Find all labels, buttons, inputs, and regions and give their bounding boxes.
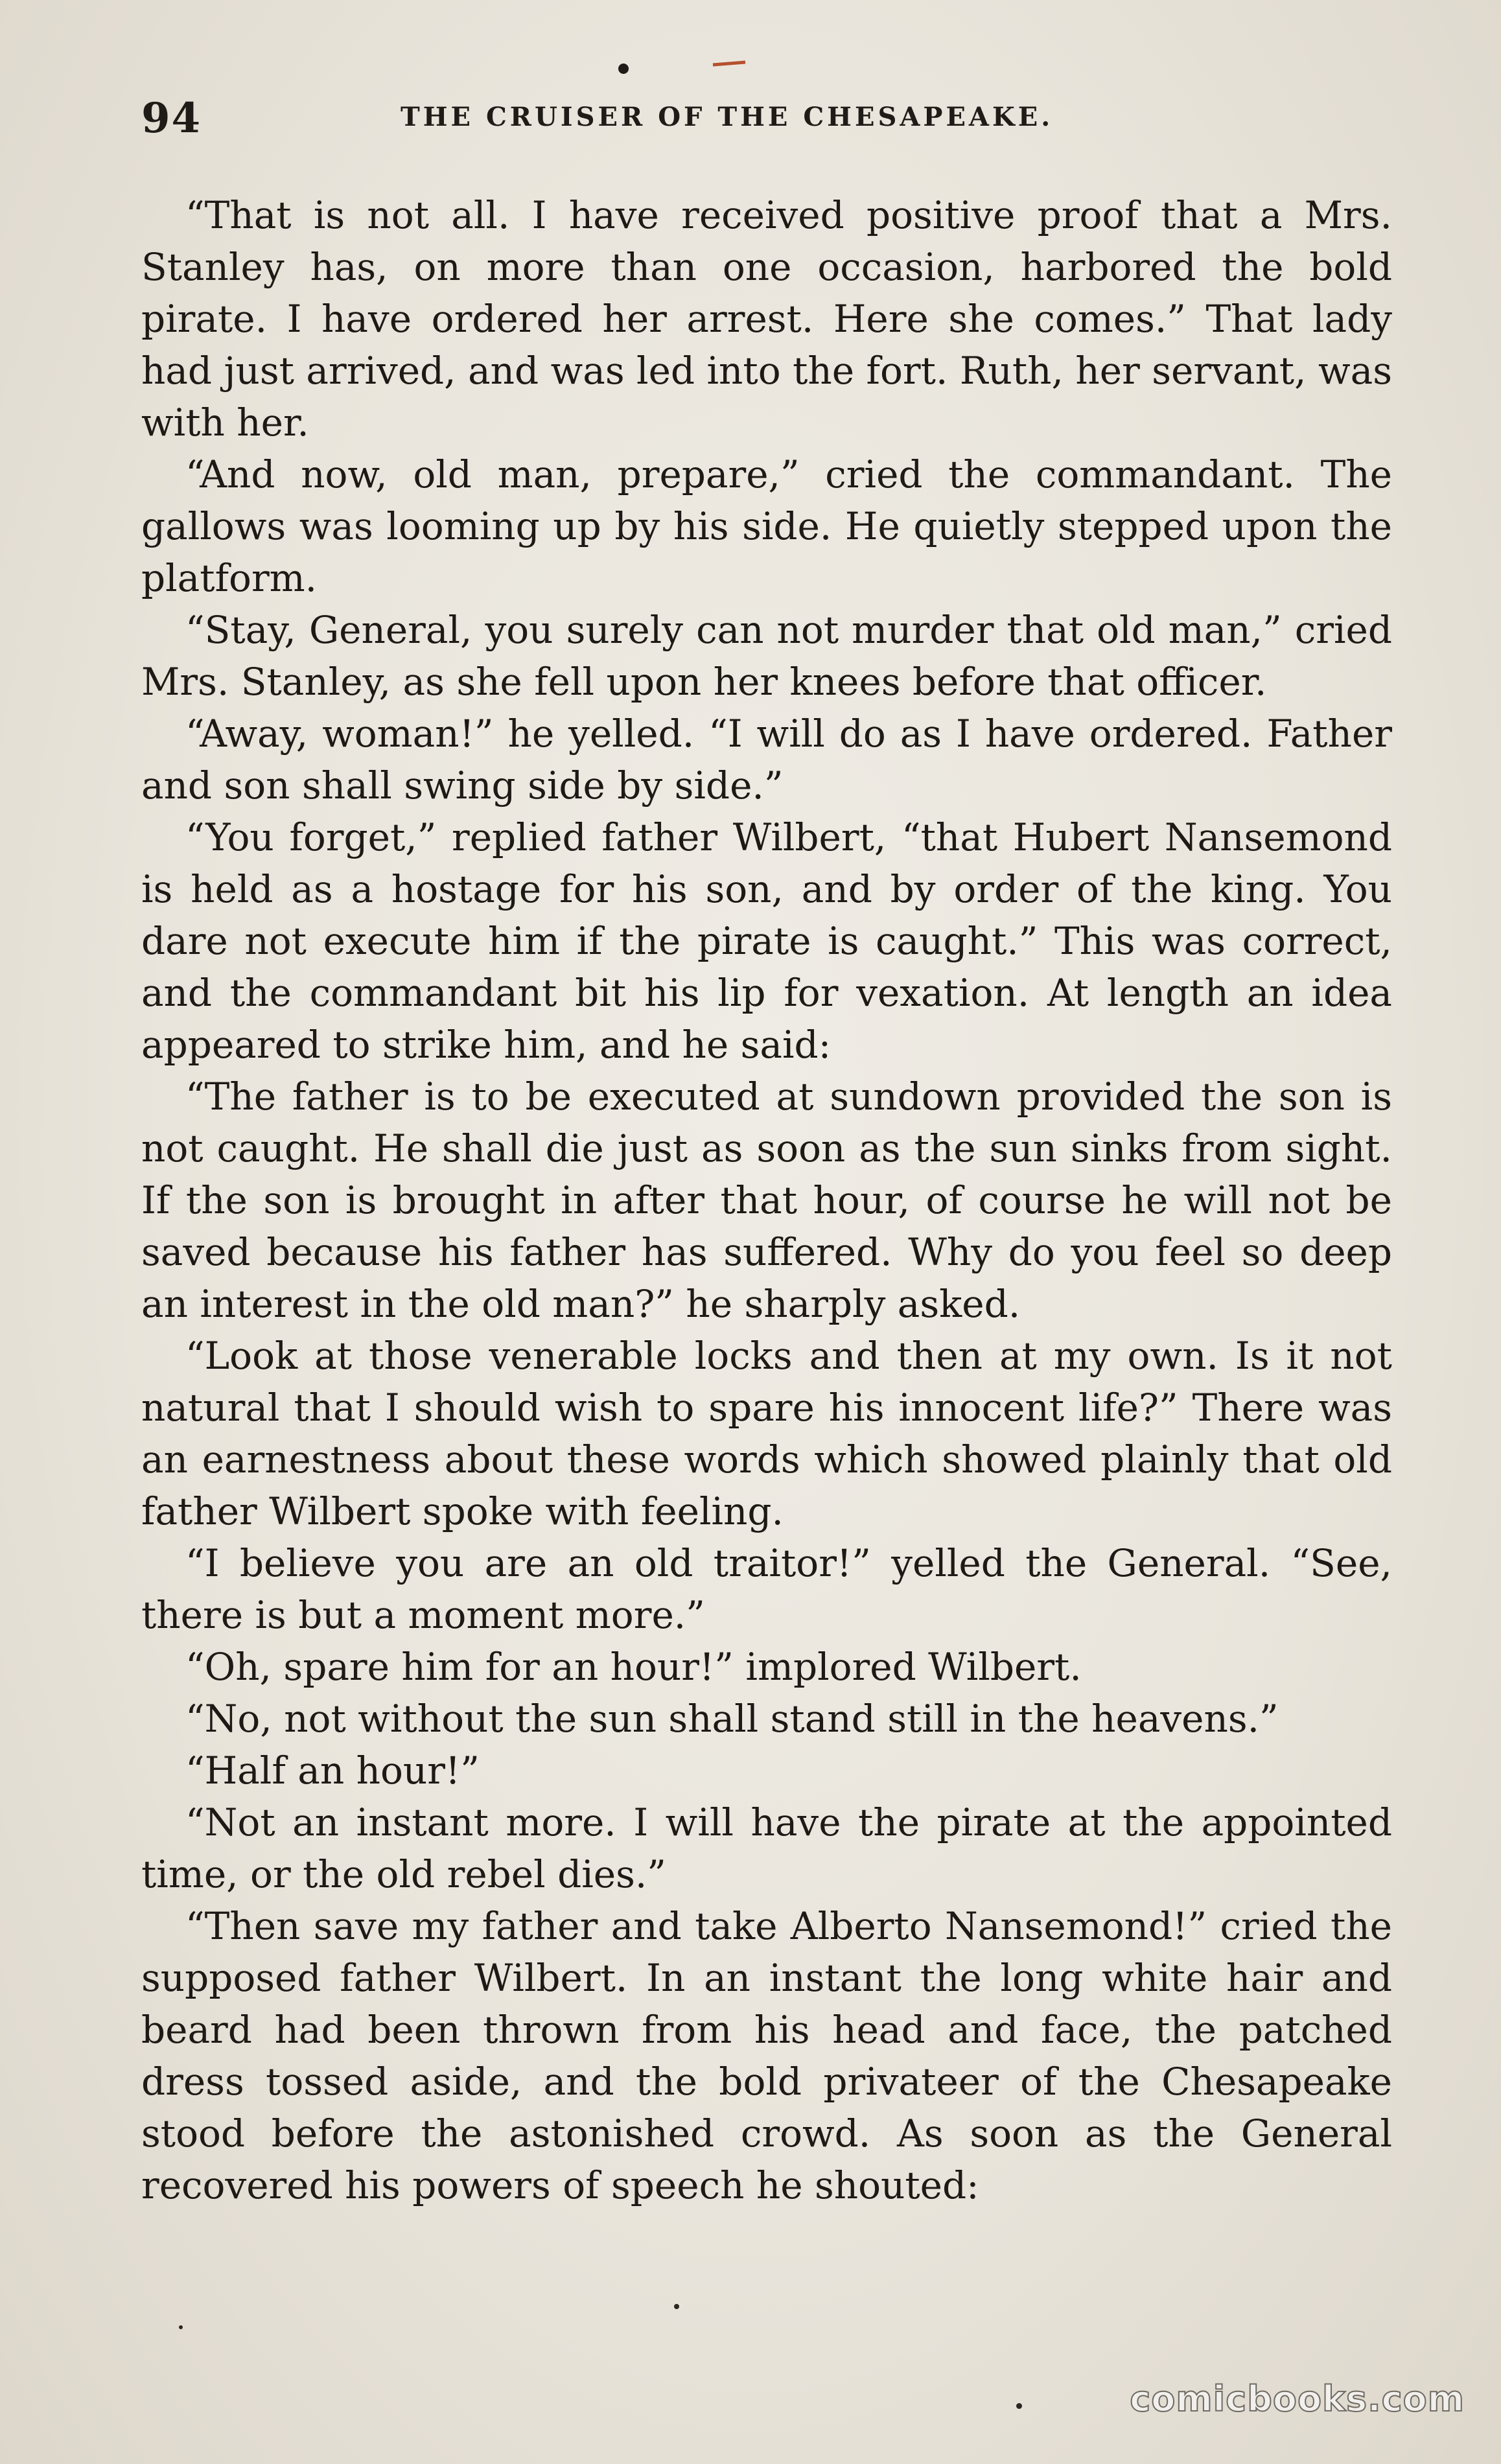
paragraph: “Not an instant more. I will have the pirate at the appointed time, or the old rebel dies.”	[141, 1800, 1392, 1896]
paragraph: “Oh, spare him for an hour!” implored Wilbert.	[185, 1645, 1082, 1689]
watermark: comicbooks.com	[1130, 2378, 1465, 2419]
paragraph: “Stay, General, you surely can not murder that old man,” cried Mrs. Stanley, as she fell upon her knees before that officer.	[141, 608, 1392, 704]
body-text	[141, 189, 1392, 2211]
ink-speck	[674, 2304, 679, 2309]
paragraph: “The father is to be executed at sundown provided the son is not caught. He shall die just as soon as the sun sinks from sight. If the son is brought in after that hour, of course he will not be saved because his father has suffered. Why do you feel so deep an interest in the old man?” he sharply asked.	[141, 1075, 1392, 1326]
ink-speck	[179, 2325, 183, 2329]
printer-marks	[616, 60, 758, 79]
page-header	[141, 94, 1392, 152]
paragraph: “Look at those venerable locks and then at my own. Is it not natural that I should wish to spare his innocent life?” There was an earnestness about these words which showed plainly that old father Wilbert spoke with feeling.	[141, 1334, 1392, 1533]
paragraph: “You forget,” replied father Wilbert, “that Hubert Nansemond is held as a hostage for his son, and by order of the king. You dare not execute him if the pirate is caught.” This was correct, and the commandant bit his lip for vexation. At length an idea appeared to strike him, and he said:	[141, 815, 1392, 1067]
paragraph: “And now, old man, prepare,” cried the commandant. The gallows was looming up by his side. He quietly stepped upon the platform.	[141, 452, 1392, 600]
page-number: 94	[141, 94, 202, 143]
paragraph: “No, not without the sun shall stand still in the heavens.”	[185, 1697, 1279, 1741]
running-title: THE CRUISER OF THE CHESAPEAKE.	[401, 102, 1054, 132]
paragraph: “That is not all. I have received positive proof that a Mrs. Stanley has, on more than one occasion, harbored the bold pirate. I have ordered her arrest. Here she comes.” That lady had just arrived, and was led into the fort. Ruth, her servant, was with her.	[141, 193, 1392, 445]
ink-speck	[1016, 2403, 1022, 2409]
paragraph: “I believe you are an old traitor!” yelled the General. “See, there is but a moment more.”	[141, 1541, 1392, 1637]
paragraph: “Then save my father and take Alberto Nansemond!” cried the supposed father Wilbert. In an instant the long white hair and beard had been thrown from his head and face, the patched dress tossed aside, and the bold privateer of the Chesapeake stood before the astonished crowd. As soon as the General recovered his powers of speech he shouted:	[141, 1904, 1392, 2207]
paragraph: “Away, woman!” he yelled. “I will do as I have ordered. Father and son shall swing side by side.”	[141, 712, 1392, 808]
paragraph: “Half an hour!”	[185, 1749, 480, 1793]
